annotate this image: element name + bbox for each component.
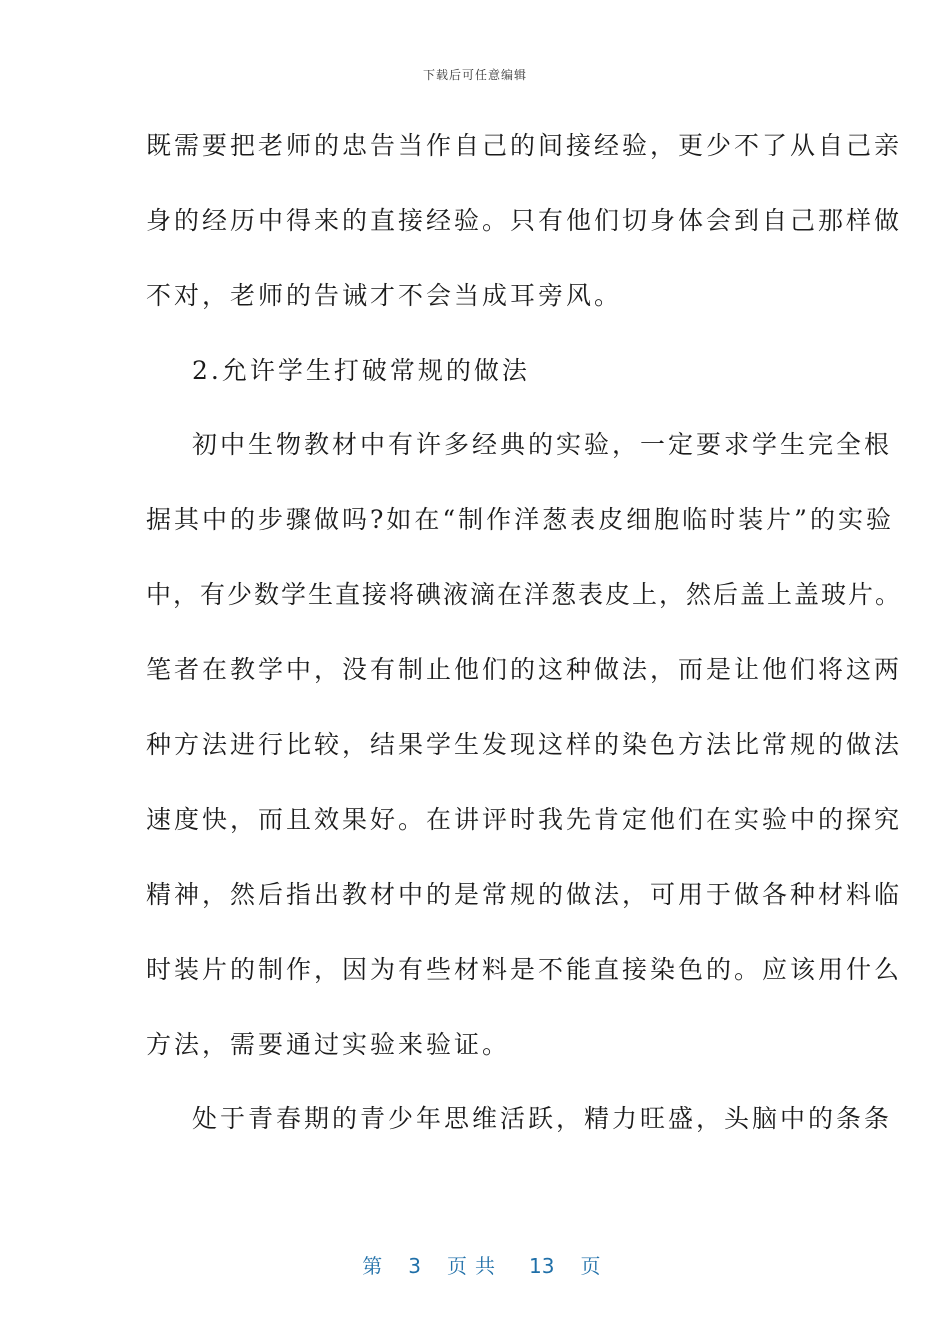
body-line-11: 精神，然后指出教材中的是常规的做法，可用于做各种材料临 bbox=[146, 880, 903, 909]
body-line-3: 不对，老师的告诫才不会当成耳旁风。 bbox=[146, 281, 623, 310]
body-line-6: 据其中的步骤做吗?如在“制作洋葱表皮细胞临时装片”的实验 bbox=[146, 505, 894, 534]
footer-suffix: 页 bbox=[580, 1254, 601, 1278]
body-line-2: 身的经历中得来的直接经验。只有他们切身体会到自己那样做 bbox=[146, 206, 903, 235]
footer-middle: 页共 bbox=[447, 1254, 503, 1278]
footer-current-page: 3 bbox=[408, 1254, 421, 1278]
body-line-14: 处于青春期的青少年思维活跃，精力旺盛，头脑中的条条 bbox=[192, 1104, 893, 1133]
body-line-1: 既需要把老师的忠告当作自己的间接经验，更少不了从自己亲 bbox=[146, 131, 903, 160]
body-line-8: 笔者在教学中，没有制止他们的这种做法，而是让他们将这两 bbox=[146, 655, 903, 684]
body-line-9: 种方法进行比较，结果学生发现这样的染色方法比常规的做法 bbox=[146, 730, 903, 759]
section-heading: 2.允许学生打破常规的做法 bbox=[192, 356, 530, 385]
body-line-13: 方法，需要通过实验来验证。 bbox=[146, 1030, 511, 1059]
header-note: 下载后可任意编辑 bbox=[422, 68, 527, 82]
body-line-10: 速度快，而且效果好。在讲评时我先肯定他们在实验中的探究 bbox=[146, 805, 903, 834]
footer-prefix: 第 bbox=[362, 1254, 383, 1278]
body-line-12: 时装片的制作，因为有些材料是不能直接染色的。应该用什么 bbox=[146, 955, 903, 984]
footer-total-pages: 13 bbox=[529, 1254, 555, 1278]
body-line-5: 初中生物教材中有许多经典的实验，一定要求学生完全根 bbox=[192, 430, 893, 459]
page-footer bbox=[0, 1226, 950, 1279]
body-line-7: 中，有少数学生直接将碘液滴在洋葱表皮上，然后盖上盖玻片。 bbox=[146, 580, 903, 609]
